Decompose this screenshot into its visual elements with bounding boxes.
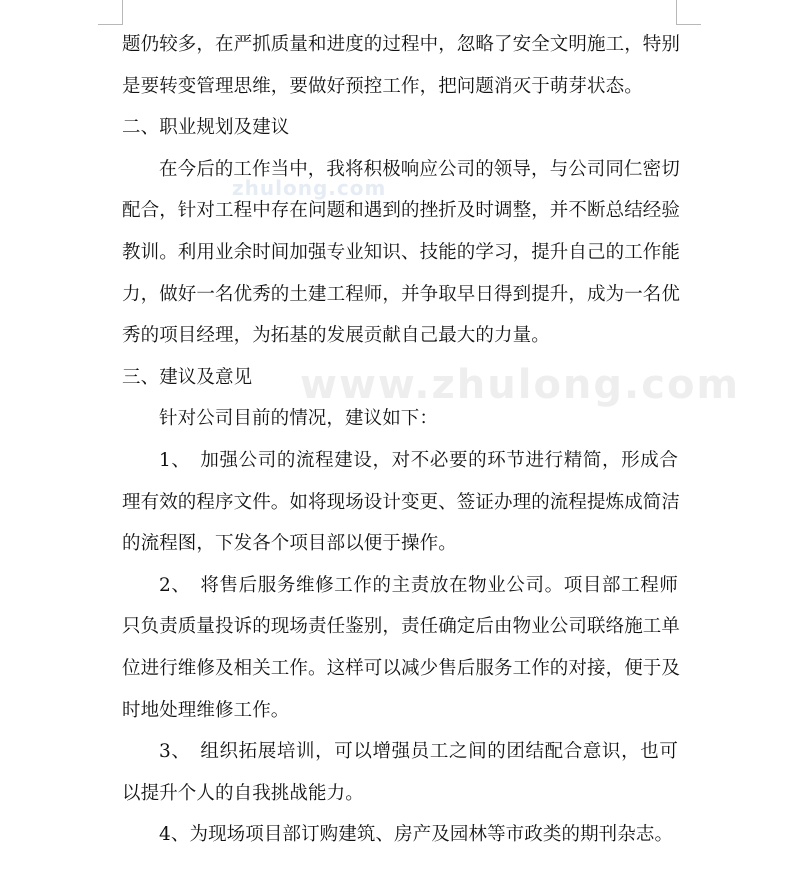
paragraph-line: 力，做好一名优秀的土建工程师，并争取早日得到提升，成为一名优 bbox=[122, 283, 681, 305]
watermark-large: www.zhulong.com bbox=[300, 362, 741, 408]
list-item-2-line: 时地处理维修工作。 bbox=[122, 699, 290, 721]
paragraph-line: 题仍较多，在严抓质量和进度的过程中，忽略了安全文明施工，特别 bbox=[122, 34, 681, 55]
section-heading-career-plan: 二、职业规划及建议 bbox=[122, 117, 290, 139]
page-corner-mark-top-right bbox=[676, 0, 701, 25]
paragraph-line: 针对公司目前的情况，建议如下： bbox=[159, 408, 439, 430]
list-item-2-line: 只负责质量投诉的现场责任鉴别，责任确定后由物业公司联络施工单 bbox=[122, 616, 681, 638]
list-item-1-line: 理有效的程序文件。如将现场设计变更、签证办理的流程提炼成简洁 bbox=[122, 491, 681, 513]
section-heading-suggestions: 三、建议及意见 bbox=[122, 366, 253, 388]
paragraph-line: 教训。利用业余时间加强专业知识、技能的学习，提升自己的工作能 bbox=[122, 241, 681, 263]
list-item-1-line: 1、 加强公司的流程建设，对不必要的环节进行精简，形成合 bbox=[159, 449, 678, 471]
paragraph-line: 是要转变管理思维，要做好预控工作，把问题消灭于萌芽状态。 bbox=[122, 75, 643, 97]
list-item-3-line: 3、 组织拓展培训，可以增强员工之间的团结配合意识，也可 bbox=[159, 741, 678, 763]
document-body bbox=[122, 24, 681, 856]
paragraph-line: 在今后的工作当中，我将积极响应公司的领导，与公司同仁密切 bbox=[159, 158, 680, 180]
paragraph-line: 秀的项目经理，为拓基的发展贡献自己最大的力量。 bbox=[122, 325, 550, 347]
list-item-4-line: 4、为现场项目部订购建筑、房产及园林等市政类的期刊杂志。 bbox=[159, 824, 674, 846]
list-item-1-line: 的流程图，下发各个项目部以便于操作。 bbox=[122, 533, 457, 555]
paragraph-line: 配合，针对工程中存在问题和遇到的挫折及时调整，并不断总结经验 bbox=[122, 200, 681, 222]
list-item-2-line: 2、 将售后服务维修工作的主责放在物业公司。项目部工程师 bbox=[159, 574, 678, 596]
page-corner-mark-top-left bbox=[98, 0, 123, 25]
watermark-small: zhulong.com bbox=[232, 176, 387, 200]
list-item-2-line: 位进行维修及相关工作。这样可以减少售后服务工作的对接，便于及 bbox=[122, 657, 681, 679]
list-item-3-line: 以提升个人的自我挑战能力。 bbox=[122, 782, 364, 804]
